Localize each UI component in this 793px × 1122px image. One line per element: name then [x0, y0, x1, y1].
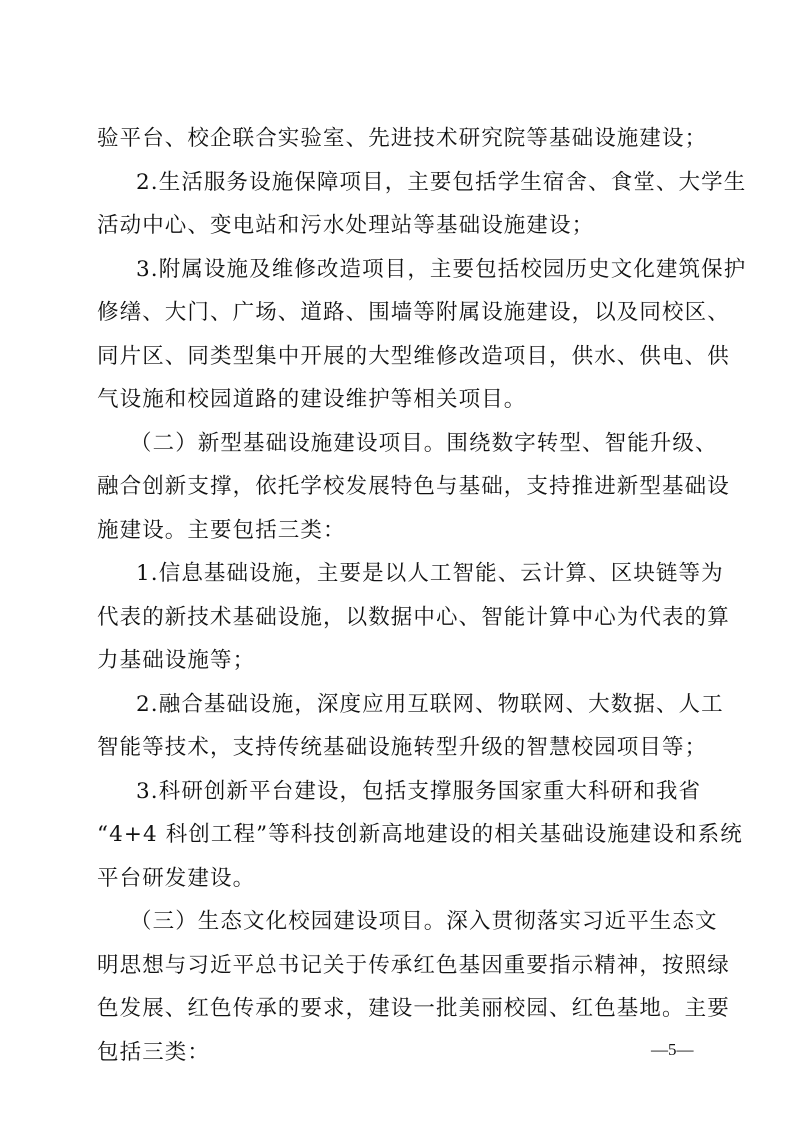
text-line: 包括三类： — [97, 1039, 211, 1065]
text-line: 明思想与习近平总书记关于传承红色基因重要指示精神，按照绿 — [97, 952, 730, 978]
text-line: 修缮、大门、广场、道路、围墙等附属设施建设，以及同校区、 — [97, 300, 730, 325]
text-line: “4+4 科创工程”等科技创新高地建设的相关基础设施建设和系统 — [97, 822, 743, 847]
text-line: 3.科研创新平台建设，包括支撑服务国家重大科研和我省 — [136, 778, 702, 804]
text-line: 3.附属设施及维修改造项目，主要包括校园历史文化建筑保护 — [136, 256, 747, 282]
text-line: 代表的新技术基础设施，以数据中心、智能计算中心为代表的算 — [97, 604, 730, 630]
text-line: 1.信息基础设施，主要是以人工智能、云计算、区块链等为 — [136, 561, 724, 586]
text-line: 活动中心、变电站和污水处理站等基础设施建设； — [97, 213, 595, 238]
text-line: 力基础设施等； — [97, 648, 256, 673]
text-line: 同片区、同类型集中开展的大型维修改造项目，供水、供电、供 — [97, 343, 730, 369]
text-line: 智能等技术，支持传统基础设施转型升级的智慧校园项目等； — [97, 735, 708, 760]
text-line: 施建设。主要包括三类： — [97, 517, 346, 543]
section-heading-line: （三）生态文化校园建设项目。深入贯彻落实习近平生态文 — [130, 909, 718, 934]
text-line: 气设施和校园道路的建设维护等相关项目。 — [97, 387, 527, 412]
text-line: 色发展、红色传承的要求，建设一批美丽校园、红色基地。主要 — [97, 996, 730, 1021]
page-number: —5— — [651, 1040, 694, 1059]
text-line: 验平台、校企联合实验室、先进技术研究院等基础设施建设； — [97, 126, 708, 151]
text-line: 2.融合基础设施，深度应用互联网、物联网、大数据、人工 — [136, 691, 724, 717]
text-line: 平台研发建设。 — [97, 865, 256, 891]
text-line: 融合创新支撑，依托学校发展特色与基础，支持推进新型基础设 — [97, 474, 730, 499]
text-line: 2.生活服务设施保障项目，主要包括学生宿舍、食堂、大学生 — [136, 169, 747, 195]
section-heading-line: （二）新型基础设施建设项目。围绕数字转型、智能升级、 — [130, 430, 718, 456]
